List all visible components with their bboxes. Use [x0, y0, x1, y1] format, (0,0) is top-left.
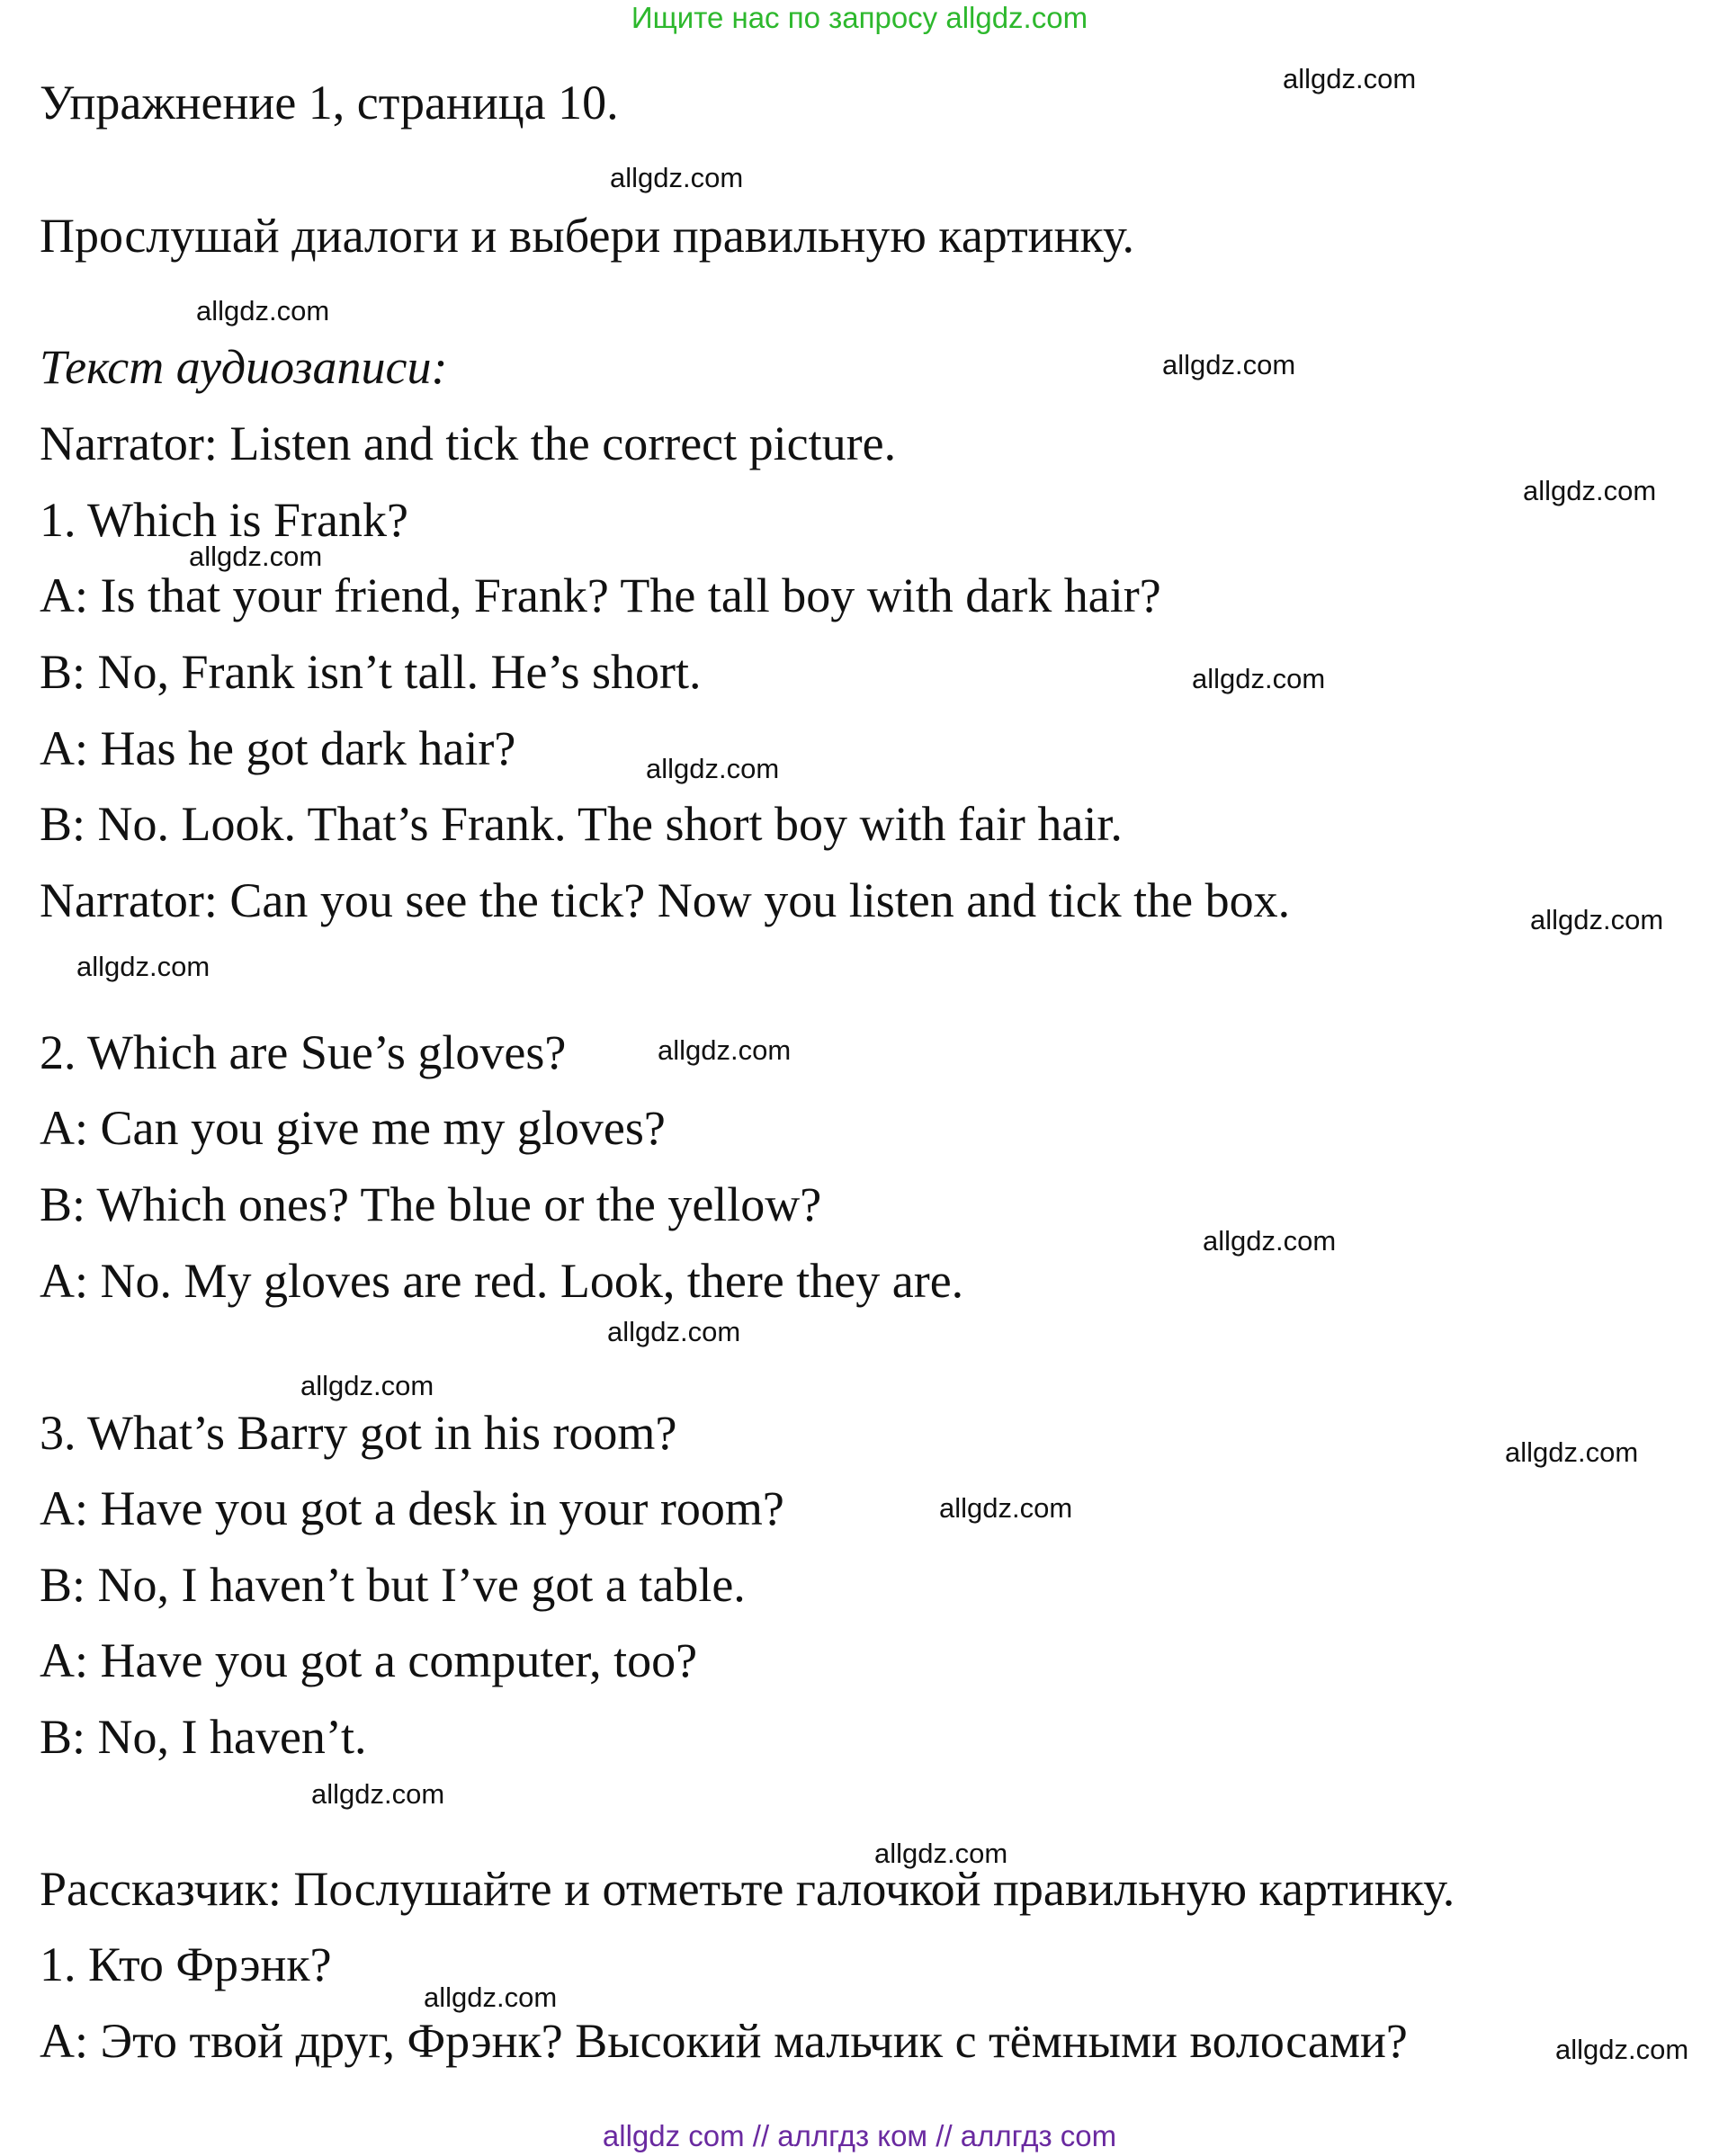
watermark: allgdz.com	[424, 1982, 558, 2013]
watermark: allgdz.com	[1283, 63, 1417, 94]
watermark: allgdz.com	[196, 295, 330, 327]
dialogue-line: B: No, Frank isn’t tall. He’s short.	[40, 645, 702, 699]
narrator-line-1: Narrator: Listen and tick the correct picture.	[40, 416, 897, 470]
exercise-title: Упражнение 1, страница 10.	[40, 76, 619, 130]
watermark: allgdz.com	[311, 1778, 445, 1810]
task-instruction: Прослушай диалоги и выбери правильную картинку.	[40, 209, 1135, 263]
watermark: allgdz.com	[1530, 904, 1664, 935]
russian-narrator-line: Рассказчик: Послушайте и отметьте галочкой правильную картинку.	[40, 1862, 1455, 1916]
watermark: allgdz.com	[646, 753, 780, 784]
dialogue-line: B: No, I haven’t but I’ve got a table.	[40, 1558, 746, 1612]
top-banner: Ищите нас по запросу allgdz.com	[631, 1, 1088, 34]
dialogue-line: B: Which ones? The blue or the yellow?	[40, 1177, 822, 1231]
audio-text-heading: Текст аудиозаписи:	[40, 340, 448, 394]
dialogue-line: A: No. My gloves are red. Look, there they are.	[40, 1254, 964, 1308]
watermark: allgdz.com	[1555, 2034, 1689, 2065]
question-3: 3. What’s Barry got in his room?	[40, 1406, 677, 1460]
question-1: 1. Which is Frank?	[40, 493, 408, 547]
narrator-line-2: Narrator: Can you see the tick? Now you listen and tick the box.	[40, 873, 1291, 927]
watermark: allgdz.com	[607, 1316, 741, 1347]
watermark: allgdz.com	[610, 162, 744, 193]
watermark: allgdz.com	[874, 1838, 1008, 1869]
dialogue-line: B: No, I haven’t.	[40, 1710, 367, 1764]
dialogue-line: A: Can you give me my gloves?	[40, 1101, 666, 1155]
watermark: allgdz.com	[189, 541, 323, 572]
footer-watermark: allgdz com // аллгдз ком // аллгдз com	[602, 2119, 1117, 2152]
watermark: allgdz.com	[939, 1492, 1073, 1524]
watermark: allgdz.com	[1192, 663, 1326, 694]
watermark: allgdz.com	[1505, 1436, 1639, 1468]
watermark: allgdz.com	[300, 1370, 434, 1401]
russian-dialogue-line: А: Это твой друг, Фрэнк? Высокий мальчик с тёмными волосами?	[40, 2014, 1408, 2068]
dialogue-line: A: Is that your friend, Frank? The tall boy with dark hair?	[40, 568, 1161, 622]
question-2: 2. Which are Sue’s gloves?	[40, 1025, 567, 1079]
dialogue-line: A: Have you got a desk in your room?	[40, 1481, 784, 1535]
watermark: allgdz.com	[1523, 475, 1657, 506]
watermark: allgdz.com	[1162, 349, 1296, 380]
russian-question-1: 1. Кто Фрэнк?	[40, 1937, 332, 1991]
watermark: allgdz.com	[1203, 1225, 1337, 1257]
watermark: allgdz.com	[76, 951, 210, 982]
dialogue-line: A: Have you got a computer, too?	[40, 1633, 698, 1687]
dialogue-line: A: Has he got dark hair?	[40, 721, 516, 775]
watermark: allgdz.com	[658, 1034, 792, 1066]
dialogue-line: B: No. Look. That’s Frank. The short boy with fair hair.	[40, 797, 1123, 851]
